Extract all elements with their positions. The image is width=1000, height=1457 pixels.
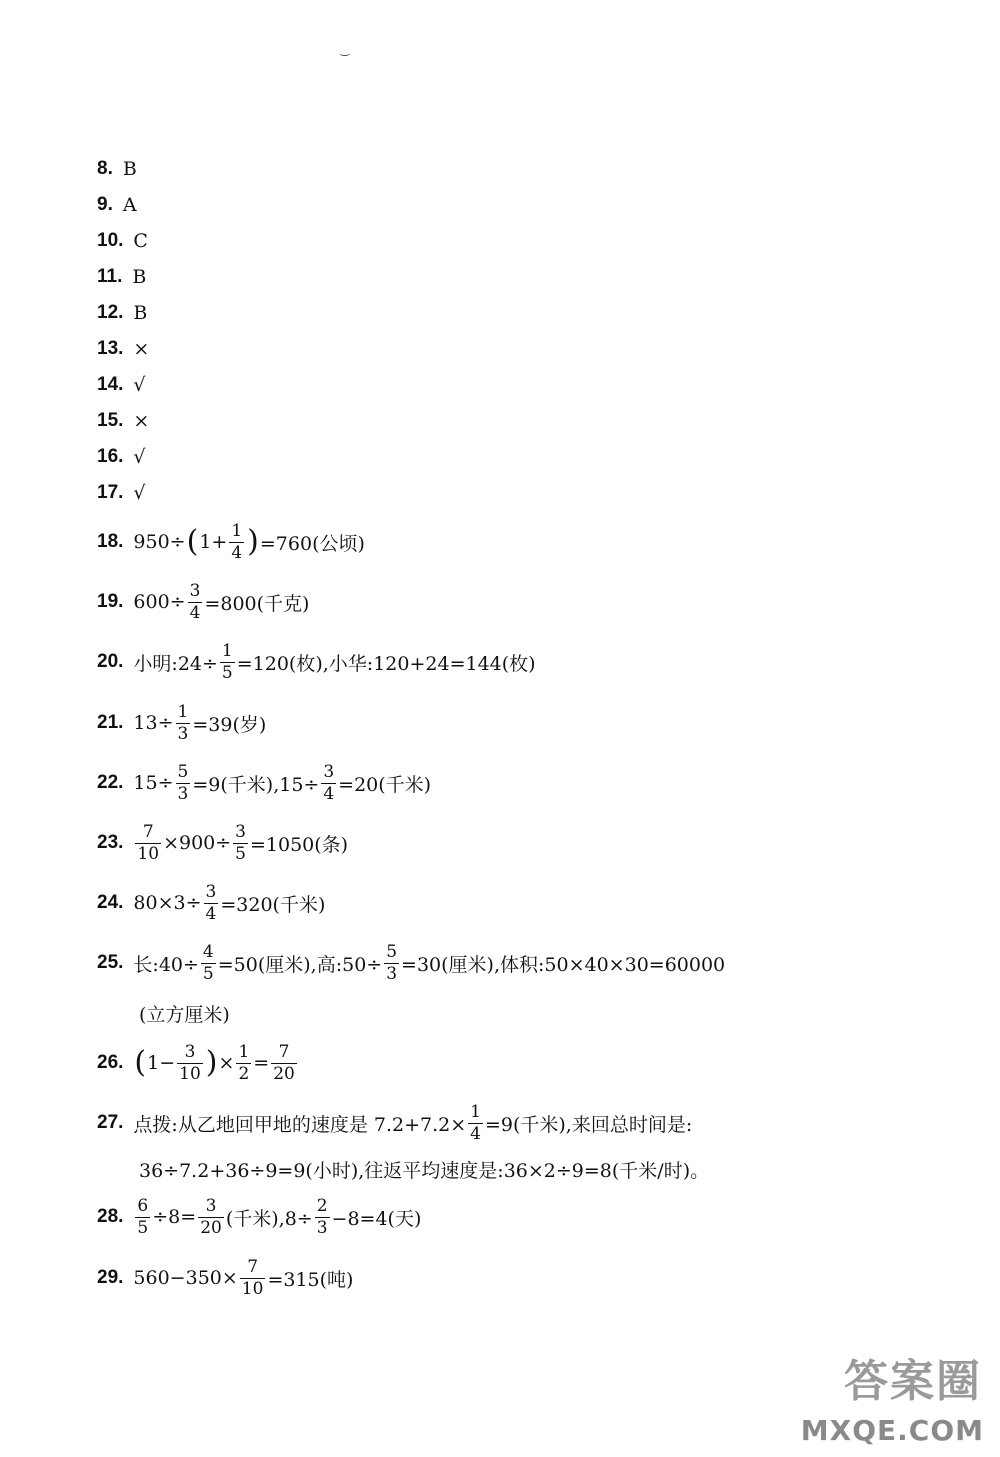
answer-20: 20. 小明:24÷ $\frac{1}{5}$ =120(枚),小华:120+24=144(枚) [97,640,536,683]
answer-8: 8. B [97,158,137,180]
fraction: $\frac{1}{5}$ [221,640,233,683]
answer-14: 14. √ [97,374,146,396]
left-paren: ( [134,1045,147,1080]
answer-21: 21. 13÷ $\frac{1}{3}$ =39(岁) [97,701,267,744]
fraction: $\frac{1}{3}$ [177,701,189,744]
fraction: $\frac{3}{4}$ [205,881,217,924]
answer-18: 18. 950÷ ( 1+ $\frac{1}{4}$ ) =760(公顷) [97,520,365,563]
fraction: $\frac{1}{2}$ [238,1041,250,1084]
fraction: $\frac{7}{10}$ [241,1256,264,1299]
answer-27-continued: 36÷7.2+36÷9=9(小时),往返平均速度是:36×2÷9=8(千米/时)。 [139,1159,710,1182]
answer-10: 10. C [97,230,148,252]
fraction: $\frac{1}{4}$ [231,520,243,563]
fraction: $\frac{5}{3}$ [177,761,189,804]
answer-13: 13. × [97,338,150,360]
fraction: $\frac{2}{3}$ [316,1195,328,1238]
answer-25-continued: (立方厘米) [139,1003,230,1026]
left-paren: ( [186,524,199,559]
right-paren: ) [205,1045,218,1080]
answer-22: 22. 15÷ $\frac{5}{3}$ =9(千米),15÷ $\frac{3}{4}$ =20(千米) [97,761,432,804]
fraction: $\frac{3}{20}$ [200,1195,222,1238]
answer-9: 9. A [97,194,137,216]
fraction: $\frac{3}{10}$ [179,1041,201,1084]
fraction: $\frac{3}{4}$ [189,580,201,623]
answer-27: 27. 点拨:从乙地回甲地的速度是 7.2+7.2× $\frac{1}{4}$ =9(千米),来回总时间是: [97,1101,693,1144]
fraction: $\frac{4}{5}$ [202,941,214,984]
right-paren: ) [247,524,259,559]
answer-12: 12. B [97,302,148,324]
answer-28: 28. $\frac{6}{5}$ ÷8= $\frac{3}{20}$ (千米),8÷ $\frac{2}{3}$ −8=4(天) [97,1195,422,1238]
fraction: $\frac{7}{10}$ [137,821,160,864]
fraction: $\frac{3}{4}$ [323,761,335,804]
fraction: $\frac{5}{3}$ [386,941,398,984]
answer-29: 29. 560−350× $\frac{7}{10}$ =315(吨) [97,1256,354,1299]
fraction: $\frac{3}{5}$ [235,821,246,864]
fraction: $\frac{7}{20}$ [273,1041,295,1084]
fraction: $\frac{1}{4}$ [470,1101,481,1144]
watermark-text: 答案圈 [844,1356,982,1407]
answer-15: 15. × [97,410,150,432]
answer-23: 23. $\frac{7}{10}$ ×900÷ $\frac{3}{5}$ =1050(条) [97,821,349,864]
answer-24: 24. 80×3÷ $\frac{3}{4}$ =320(千米) [97,881,326,924]
fraction: $\frac{6}{5}$ [137,1195,149,1238]
answer-25: 25. 长:40÷ $\frac{4}{5}$ =50(厘米),高:50÷ $\frac{5}{3}$ =30(厘米),体积:50×40×30=60000 [97,941,726,984]
answer-26: 26. ( 1− $\frac{3}{10}$ ) × $\frac{1}{2}$ = $\frac{7}{20}$ [97,1041,295,1084]
watermark-url: MXQE.COM [800,1414,984,1447]
answer-11: 11. B [97,266,147,288]
answer-17: 17. √ [97,482,146,504]
answer-19: 19. 600÷ $\frac{3}{4}$ =800(千克) [97,580,310,623]
answer-16: 16. √ [97,446,146,468]
scan-mark: ‿ [340,42,350,56]
watermark-logo [786,1341,986,1449]
